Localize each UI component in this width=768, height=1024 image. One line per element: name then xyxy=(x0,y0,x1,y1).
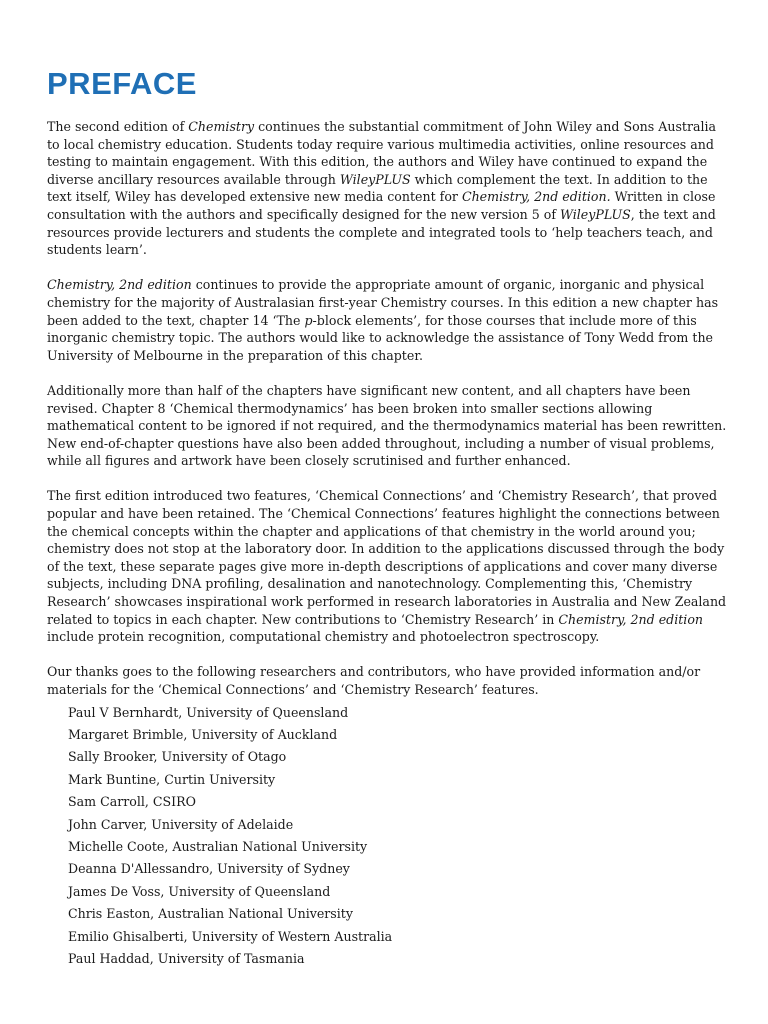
list-item: John Carver, University of Adelaide xyxy=(68,816,294,832)
italic-text: WileyPLUS xyxy=(339,171,411,187)
list-item: Paul V Bernhardt, University of Queensland xyxy=(68,704,349,720)
contributor-list xyxy=(47,702,727,971)
list-item: Chris Easton, Australian National University xyxy=(68,906,353,922)
paragraph: Our thanks goes to the following researchers and contributors, who have provided information and/or materials for the ‘Chemical Connections’ and ‘Chemistry Research’ features. xyxy=(47,664,701,697)
italic-text: WileyPLUS xyxy=(560,206,631,222)
italic-text: Chemistry, 2nd edition xyxy=(47,277,192,293)
list-item: Emilio Ghisalberti, University of Western Australia xyxy=(68,928,393,944)
list-item: Mark Buntine, Curtin University xyxy=(68,771,276,787)
list-item: Sally Brooker, University of Otago xyxy=(68,749,287,765)
paragraph: Chemistry, 2nd edition continues to provide the appropriate amount of organic, inorganic and physical chemistry for the majority of Australasian first-year Chemistry courses. In this edition a new chapter has been added to the text, chapter 14 ‘The p-block elements’, for those courses that include more of this inorganic chemistry topic. The authors would like to acknowledge the assistance of Tony Wedd from the University of Melbourne in the preparation of this chapter. xyxy=(47,277,719,363)
italic-text: p xyxy=(304,312,313,328)
italic-text: Chemistry, 2nd edition. xyxy=(461,189,611,205)
paragraph: The first edition introduced two features, ‘Chemical Connections’ and ‘Chemistry Research’, that proved popular and have been retained. The ‘Chemical Connections’ features highlight the connections between the chemical concepts within the chapter and applications of that chemistry in the world around you; chemistry does not stop at the laboratory door. In addition to the applications discussed through the body of the text, these separate pages give more in-depth descriptions of applications and cover many diverse subjects, including DNA profiling, desalination and nanotechnology. Complementing this, ‘Chemistry Research’ showcases inspirational work performed in research laboratories in Australia and New Zealand related to topics in each chapter. New contributions to ‘Chemistry Research’ in Chemistry, 2nd edition include protein recognition, computational chemistry and photoelectron spectroscopy. xyxy=(47,488,727,645)
list-item: Paul Haddad, University of Tasmania xyxy=(68,951,305,967)
italic-text: Chemistry xyxy=(188,119,255,134)
list-item: Michelle Coote, Australian National University xyxy=(68,839,368,855)
preface-body xyxy=(47,118,727,970)
list-item: Deanna D'Allessandro, University of Sydney xyxy=(68,861,350,877)
page-title: PREFACE xyxy=(47,66,197,101)
paragraph: Additionally more than half of the chapters have significant new content, and all chapters have been revised. Chapter 8 ‘Chemical thermodynamics’ has been broken into smaller sections allowing mathematical content to be ignored if not required, and the thermodynamics material has been rewritten. New end-of-chapter questions have also been added throughout, including a number of visual problems, while all figures and artwork have been closely scrutinised and further enhanced. xyxy=(47,382,727,469)
paragraph: The second edition of Chemistry continues the substantial commitment of John Wiley and Sons Australia to local chemistry education. Students today require various multimedia activities, online resources and testing to maintain engagement. With this edition, the authors and Wiley have continued to expand the diverse ancillary resources available through WileyPLUS which complement the text. In addition to the text itself, Wiley has developed extensive new media content for Chemistry, 2nd edition. Written in close consultation with the authors and specifically designed for the new version 5 of WileyPLUS, the text and resources provide lecturers and students the complete and integrated tools to ‘help teachers teach, and students learn’. xyxy=(47,119,717,258)
list-item: James De Voss, University of Queensland xyxy=(68,883,331,899)
list-item: Sam Carroll, CSIRO xyxy=(68,794,196,810)
italic-text: Chemistry, 2nd edition xyxy=(558,611,704,627)
list-item: Margaret Brimble, University of Auckland xyxy=(68,727,338,742)
